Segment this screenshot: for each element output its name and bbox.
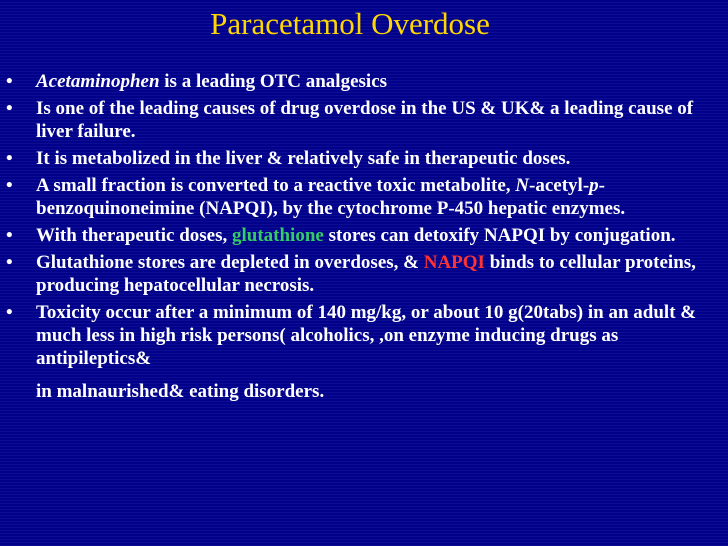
bullet-item [0,251,722,297]
bullet-item [0,97,722,143]
italic-n: N [515,175,530,196]
bullet-text: is a leading OTC analgesics [159,71,388,92]
bullet-dot-icon: • [6,302,13,323]
bullet-dot-icon: • [6,98,13,119]
bullet-dot-icon: • [6,71,13,92]
bullet-list [0,70,722,407]
bullet-text: binds to cellular proteins, producing hepatocellular necrosis. [36,252,696,296]
bullet-dot-icon: • [6,252,13,273]
bullet-dot-icon: • [6,175,13,196]
bullet-text: A small fraction is converted to a reactive toxic metabolite, [36,175,516,196]
bullet-item [0,147,722,170]
bullet-item [0,224,722,247]
bullet-item [0,174,722,220]
bullet-item [0,301,722,403]
bullet-text: Is one of the leading causes of drug overdose in the US & UK& a leading cause of liver failure. [36,98,694,142]
slide-title: Paracetamol Overdose [210,6,490,41]
bullet-dot-icon: • [6,225,13,246]
bullet-dot-icon: • [6,148,13,169]
bullet-item [0,70,722,93]
bullet-text: Glutathione stores are depleted in overdoses, & [36,252,424,273]
italic-p: p [589,175,599,196]
napqi-highlight: NAPQI [423,252,485,273]
bullet-text: -acetyl- [529,175,590,196]
bullet-text: -benzoquinoneimine (NAPQI), by the cytochrome P-450 hepatic enzymes. [36,175,626,219]
bullet-text: stores can detoxify NAPQI by conjugation. [323,225,676,246]
acetaminophen-term: Acetaminophen [36,71,160,92]
bullet-text: Toxicity occur after a minimum of 140 mg/kg, or about 10 g(20tabs) in an adult & much less in high risk persons( alcoholics, ,on enzyme inducing drugs as antipileptics& [36,302,697,369]
bullet-text-continuation: in malnaurished& eating disorders. [36,381,325,402]
bullet-text: With therapeutic doses, [36,225,232,246]
bullet-text: It is metabolized in the liver & relatively safe in therapeutic doses. [36,148,571,169]
glutathione-highlight: glutathione [231,225,324,246]
